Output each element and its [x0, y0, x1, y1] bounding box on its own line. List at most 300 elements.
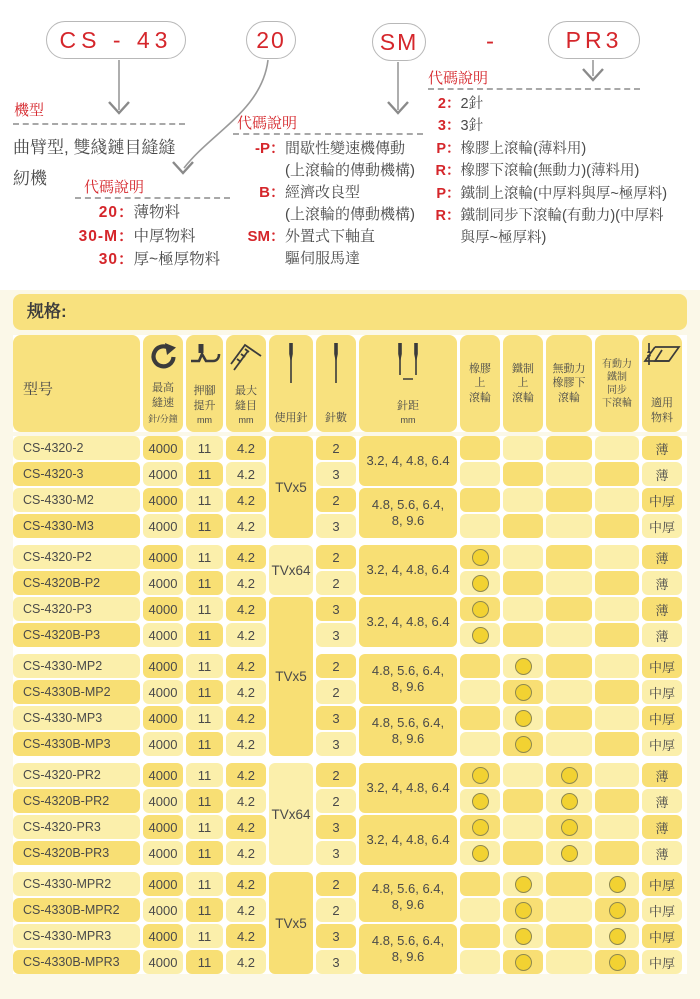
material-cell: 中厚: [642, 898, 682, 922]
max-stitch-cell: 4.2: [226, 462, 266, 486]
column-header-max_stitch: [226, 335, 266, 432]
material-cell: 薄: [642, 841, 682, 865]
max-speed-cell: 4000: [143, 462, 183, 486]
roller-cell-iron_bottom_roller: [595, 462, 639, 486]
roller-cell-rubber_bottom_roller: [546, 514, 592, 538]
roller-marker: [472, 767, 489, 784]
roller-cell-iron_bottom_roller: [595, 872, 639, 896]
code-list-item: [430, 160, 667, 182]
needle-count-cell: 3: [316, 732, 356, 756]
max-stitch-cell: 4.2: [226, 763, 266, 787]
needle-gauge-cell: 4.8, 5.6, 6.4, 8, 9.6: [359, 706, 457, 756]
needle-gauge-cell: 4.8, 5.6, 6.4, 8, 9.6: [359, 654, 457, 704]
needle-count-cell: 3: [316, 462, 356, 486]
foot-lift-cell: 11: [186, 789, 223, 813]
roller-cell-rubber_bottom_roller: [546, 841, 592, 865]
model-cell: CS-4320-3: [13, 462, 140, 486]
roller-cell-rubber_bottom_roller: [546, 815, 592, 839]
roller-cell-rubber_bottom_roller: [546, 924, 592, 948]
model-code-bubble-thickness: [246, 21, 296, 59]
roller-cell-iron_top_roller: [503, 571, 543, 595]
machine-type-line2: 紉機: [13, 169, 47, 188]
model-code-bubble-roller: [548, 21, 640, 59]
roller-cell-iron_bottom_roller: [595, 680, 639, 704]
roller-marker: [561, 767, 578, 784]
roller-cell-iron_bottom_roller: [595, 898, 639, 922]
max-stitch-cell: 4.2: [226, 872, 266, 896]
model-cell: CS-4320-PR2: [13, 763, 140, 787]
needle-count-cell: 2: [316, 545, 356, 569]
max-speed-cell: 4000: [143, 872, 183, 896]
code-description: 橡膠上滾輪(薄料用): [460, 140, 587, 157]
roller-cell-iron_top_roller: [503, 898, 543, 922]
material-cell: 薄: [642, 462, 682, 486]
code-description: 2針: [460, 96, 484, 112]
needle-count-cell: 2: [316, 898, 356, 922]
needle-count-cell: 3: [316, 597, 356, 621]
max-speed-cell: 4000: [143, 841, 183, 865]
code-list-item: [236, 138, 415, 160]
roller-cell-rubber_bottom_roller: [546, 462, 592, 486]
code-description: 中厚物料: [133, 227, 196, 245]
material-cell: 薄: [642, 763, 682, 787]
needle-count-cell: 2: [316, 436, 356, 460]
material-cell: 薄: [642, 571, 682, 595]
roller-marker: [609, 954, 626, 971]
needle-type-cell: TVx5: [269, 597, 313, 756]
roller-cell-iron_top_roller: [503, 841, 543, 865]
max-stitch-cell: 4.2: [226, 597, 266, 621]
needle-count-cell: 3: [316, 815, 356, 839]
foot-lift-cell: 11: [186, 763, 223, 787]
roller-marker: [515, 736, 532, 753]
roller-cell-rubber_top_roller: [460, 462, 500, 486]
needle-count-cell: 3: [316, 623, 356, 647]
foot-lift-cell: 11: [186, 571, 223, 595]
needle-count-cell: 2: [316, 488, 356, 512]
material-cell: 中厚: [642, 514, 682, 538]
code-colon: [446, 227, 461, 249]
roller-codes-heading: 代碼說明: [428, 70, 489, 87]
max-stitch-cell: 4.2: [226, 680, 266, 704]
foot-lift-cell: 11: [186, 732, 223, 756]
code-value: [236, 248, 270, 270]
roller-cell-iron_bottom_roller: [595, 706, 639, 730]
foot-lift-cell: 11: [186, 924, 223, 948]
spec-table-section: [0, 290, 700, 999]
material-cell: 中厚: [642, 680, 682, 704]
roller-cell-iron_bottom_roller: [595, 514, 639, 538]
column-header-rubber_bottom_roller: [546, 335, 592, 432]
roller-marker: [561, 819, 578, 836]
roller-cell-iron_bottom_roller: [595, 545, 639, 569]
roller-cell-rubber_bottom_roller: [546, 654, 592, 678]
roller-cell-rubber_bottom_roller: [546, 706, 592, 730]
bubble-label: CS - 43: [59, 27, 173, 53]
code-list-item: [430, 138, 667, 160]
code-colon: ：: [446, 140, 461, 157]
stitch-length-icon: [229, 342, 263, 374]
code-description: 鐵制同步下滾輪(有動力)(中厚料: [460, 208, 664, 225]
foot-lift-cell: 11: [186, 488, 223, 512]
max-speed-cell: 4000: [143, 488, 183, 512]
roller-marker: [472, 845, 489, 862]
model-cell: CS-4330-MPR3: [13, 924, 140, 948]
max-speed-cell: 4000: [143, 789, 183, 813]
code-list-item: [236, 182, 415, 204]
max-stitch-cell: 4.2: [226, 898, 266, 922]
roller-cell-iron_top_roller: [503, 597, 543, 621]
model-cell: CS-4330B-MPR3: [13, 950, 140, 974]
spec-table-body: [13, 436, 687, 974]
roller-cell-iron_top_roller: [503, 872, 543, 896]
roller-cell-rubber_top_roller: [460, 815, 500, 839]
foot-lift-cell: 11: [186, 436, 223, 460]
roller-marker: [472, 575, 489, 592]
column-header-material: [642, 335, 682, 432]
foot-lift-cell: 11: [186, 545, 223, 569]
needle-count-cell: 2: [316, 654, 356, 678]
column-label: 最大 縫目: [235, 385, 257, 412]
code-value: SM: [247, 228, 270, 245]
needle-count-cell: 3: [316, 841, 356, 865]
code-description: 鐵制上滾輪(中厚料與厚~極厚料): [460, 185, 668, 202]
material-cell: 薄: [642, 623, 682, 647]
spec-title-bar: [13, 294, 687, 330]
foot-lift-cell: 11: [186, 597, 223, 621]
column-label: 最高 縫速: [152, 382, 174, 409]
max-stitch-cell: 4.2: [226, 950, 266, 974]
needle-gauge-cell: 3.2, 4, 4.8, 6.4: [359, 545, 457, 595]
max-stitch-cell: 4.2: [226, 436, 266, 460]
code-list-item: [236, 204, 415, 226]
max-speed-cell: 4000: [143, 623, 183, 647]
needle-icon: [286, 342, 296, 384]
model-code-separator: -: [486, 28, 494, 55]
max-speed-cell: 4000: [143, 654, 183, 678]
code-colon: ：: [446, 185, 461, 202]
code-value: P: [436, 140, 446, 157]
max-stitch-cell: 4.2: [226, 789, 266, 813]
foot-lift-cell: 11: [186, 950, 223, 974]
roller-cell-iron_top_roller: [503, 545, 543, 569]
code-list-item: [52, 248, 220, 272]
roller-cell-rubber_top_roller: [460, 924, 500, 948]
column-unit: mm: [400, 415, 416, 425]
material-cell: 薄: [642, 597, 682, 621]
model-code-diagram: [0, 0, 700, 290]
model-cell: CS-4330-M2: [13, 488, 140, 512]
material-cell: 中厚: [642, 706, 682, 730]
max-stitch-cell: 4.2: [226, 571, 266, 595]
double-needle-icon: [395, 342, 421, 384]
code-value: 3: [437, 118, 446, 135]
needle-type-cell: TVx5: [269, 872, 313, 974]
roller-code-list: [430, 93, 667, 250]
code-list-item: [52, 225, 220, 249]
model-cell: CS-4320B-P2: [13, 571, 140, 595]
max-stitch-cell: 4.2: [226, 514, 266, 538]
roller-cell-rubber_top_roller: [460, 732, 500, 756]
roller-cell-rubber_top_roller: [460, 763, 500, 787]
foot-lift-cell: 11: [186, 623, 223, 647]
roller-marker: [472, 793, 489, 810]
code-description: 驅伺服馬達: [285, 250, 361, 267]
roller-cell-rubber_top_roller: [460, 436, 500, 460]
material-cell: 薄: [642, 436, 682, 460]
needle-gauge-cell: 3.2, 4, 4.8, 6.4: [359, 815, 457, 865]
roller-marker: [609, 928, 626, 945]
max-speed-cell: 4000: [143, 514, 183, 538]
needle-gauge-cell: 3.2, 4, 4.8, 6.4: [359, 763, 457, 813]
code-description: 3針: [460, 118, 484, 135]
model-cell: CS-4320B-P3: [13, 623, 140, 647]
column-label: 橡膠 上 滾輪: [469, 363, 491, 404]
needle-gauge-cell: 3.2, 4, 4.8, 6.4: [359, 436, 457, 486]
dashed-divider: [75, 197, 230, 199]
model-cell: CS-4330-MPR2: [13, 872, 140, 896]
column-label: 押腳 提升: [193, 385, 216, 412]
max-speed-cell: 4000: [143, 706, 183, 730]
roller-marker: [515, 684, 532, 701]
roller-cell-rubber_top_roller: [460, 789, 500, 813]
foot-lift-cell: 11: [186, 841, 223, 865]
needle-type-cell: TVx64: [269, 763, 313, 865]
code-value: 30-M: [78, 227, 118, 245]
column-label: 針距: [397, 399, 419, 412]
roller-cell-rubber_top_roller: [460, 654, 500, 678]
roller-cell-iron_top_roller: [503, 514, 543, 538]
code-value: -P: [255, 140, 270, 157]
roller-cell-iron_top_roller: [503, 789, 543, 813]
roller-cell-iron_top_roller: [503, 488, 543, 512]
code-colon: ：: [270, 184, 286, 201]
material-cell: 中厚: [642, 872, 682, 896]
code-colon: ：: [446, 208, 461, 225]
code-list-item: [236, 160, 415, 182]
max-stitch-cell: 4.2: [226, 488, 266, 512]
roller-cell-iron_bottom_roller: [595, 654, 639, 678]
roller-cell-rubber_top_roller: [460, 898, 500, 922]
needle-type-cell: TVx64: [269, 545, 313, 595]
code-value: 2: [437, 96, 446, 112]
roller-cell-iron_top_roller: [503, 680, 543, 704]
code-colon: ：: [270, 140, 286, 157]
roller-cell-iron_bottom_roller: [595, 815, 639, 839]
drive-codes-heading: 代碼說明: [237, 115, 298, 132]
material-cell: 中厚: [642, 654, 682, 678]
roller-cell-rubber_bottom_roller: [546, 898, 592, 922]
needle-gauge-cell: 4.8, 5.6, 6.4, 8, 9.6: [359, 488, 457, 538]
roller-cell-iron_bottom_roller: [595, 841, 639, 865]
max-speed-cell: 4000: [143, 763, 183, 787]
code-colon: ：: [446, 163, 461, 180]
material-cell: 中厚: [642, 924, 682, 948]
max-speed-cell: 4000: [143, 732, 183, 756]
code-list-item: [236, 226, 415, 248]
max-speed-cell: 4000: [143, 680, 183, 704]
roller-cell-rubber_bottom_roller: [546, 488, 592, 512]
code-description: 薄物料: [133, 204, 181, 221]
max-speed-cell: 4000: [143, 436, 183, 460]
code-value: B: [259, 184, 270, 201]
roller-cell-rubber_top_roller: [460, 514, 500, 538]
model-cell: CS-4320-PR3: [13, 815, 140, 839]
roller-cell-iron_bottom_roller: [595, 436, 639, 460]
roller-cell-rubber_bottom_roller: [546, 436, 592, 460]
model-cell: CS-4330-MP2: [13, 654, 140, 678]
max-stitch-cell: 4.2: [226, 545, 266, 569]
spec-table-header: [13, 335, 687, 432]
column-unit: 針/分鐘: [148, 414, 178, 424]
roller-cell-rubber_top_roller: [460, 706, 500, 730]
column-label: 有動力 鐵制 同步 下滾輪: [602, 358, 632, 409]
spec-title: 规格:: [27, 302, 67, 321]
roller-cell-iron_top_roller: [503, 623, 543, 647]
column-header-foot_lift: [186, 335, 223, 432]
code-colon: [270, 248, 285, 270]
roller-cell-rubber_bottom_roller: [546, 545, 592, 569]
column-label: 使用針: [274, 411, 308, 424]
roller-cell-rubber_bottom_roller: [546, 571, 592, 595]
code-description: 間歇性變速機傳動: [285, 140, 406, 157]
machine-type-heading: 機型: [14, 102, 45, 119]
roller-marker: [515, 954, 532, 971]
drive-code-list: [236, 138, 415, 270]
material-cell: 薄: [642, 545, 682, 569]
max-stitch-cell: 4.2: [226, 924, 266, 948]
foot-lift-cell: 11: [186, 680, 223, 704]
column-label: 無動力 橡膠下 滾輪: [552, 363, 586, 404]
roller-cell-rubber_top_roller: [460, 571, 500, 595]
roller-marker: [561, 793, 578, 810]
column-header-iron_top_roller: [503, 335, 543, 432]
roller-cell-rubber_top_roller: [460, 872, 500, 896]
needle-count-cell: 2: [316, 680, 356, 704]
bubble-label: PR3: [565, 27, 623, 53]
roller-cell-rubber_bottom_roller: [546, 950, 592, 974]
roller-cell-rubber_top_roller: [460, 950, 500, 974]
roller-cell-rubber_top_roller: [460, 488, 500, 512]
machine-type-line1: 曲臂型, 雙綫鏈目縫縫: [13, 138, 176, 157]
max-speed-cell: 4000: [143, 545, 183, 569]
foot-lift-cell: 11: [186, 815, 223, 839]
max-speed-cell: 4000: [143, 815, 183, 839]
code-value: R: [435, 208, 446, 225]
model-cell: CS-4330-MP3: [13, 706, 140, 730]
needle-type-cell: TVx5: [269, 436, 313, 538]
roller-cell-iron_top_roller: [503, 436, 543, 460]
foot-lift-cell: 11: [186, 514, 223, 538]
roller-marker: [515, 658, 532, 675]
material-cell: 中厚: [642, 732, 682, 756]
code-value: 30: [98, 251, 118, 268]
needle-gauge-cell: 3.2, 4, 4.8, 6.4: [359, 597, 457, 647]
roller-marker: [515, 902, 532, 919]
roller-cell-rubber_top_roller: [460, 597, 500, 621]
code-colon: [270, 160, 285, 182]
model-code-bubble-drive: [372, 23, 426, 61]
foot-lift-cell: 11: [186, 654, 223, 678]
material-cell: 中厚: [642, 950, 682, 974]
column-label: 針數: [325, 411, 347, 424]
roller-marker: [515, 928, 532, 945]
needle-count-cell: 3: [316, 924, 356, 948]
needle-count-cell: 2: [316, 872, 356, 896]
material-cell: 薄: [642, 815, 682, 839]
thickness-code-list: [52, 201, 220, 272]
code-description: (上滾輪的傳動機構): [285, 206, 416, 223]
column-label: 型号: [23, 380, 54, 398]
foot-lift-cell: 11: [186, 898, 223, 922]
code-description: 厚~極厚物料: [133, 251, 221, 268]
roller-cell-rubber_bottom_roller: [546, 763, 592, 787]
code-list-item: [236, 248, 415, 270]
material-cell: 中厚: [642, 488, 682, 512]
code-value: P: [436, 185, 446, 202]
code-description: 橡膠下滾輪(無動力)(薄料用): [460, 163, 640, 180]
presser-foot-icon: [189, 342, 221, 372]
foot-lift-cell: 11: [186, 706, 223, 730]
rotation-icon: [148, 342, 178, 372]
roller-cell-rubber_bottom_roller: [546, 872, 592, 896]
roller-cell-rubber_bottom_roller: [546, 732, 592, 756]
max-speed-cell: 4000: [143, 898, 183, 922]
roller-cell-rubber_bottom_roller: [546, 680, 592, 704]
code-description: 外置式下軸直: [285, 228, 376, 245]
roller-marker: [472, 601, 489, 618]
bubble-label: SM: [379, 29, 419, 55]
column-header-model: [13, 335, 140, 432]
roller-cell-rubber_top_roller: [460, 545, 500, 569]
roller-cell-iron_top_roller: [503, 950, 543, 974]
column-unit: mm: [197, 415, 212, 425]
roller-cell-rubber_top_roller: [460, 623, 500, 647]
code-colon: ：: [118, 204, 134, 221]
bubble-label: 20: [256, 27, 286, 53]
roller-cell-iron_bottom_roller: [595, 623, 639, 647]
model-cell: CS-4320B-PR3: [13, 841, 140, 865]
column-header-rubber_top_roller: [460, 335, 500, 432]
model-code-bubble-series: [46, 21, 186, 59]
roller-cell-iron_top_roller: [503, 924, 543, 948]
code-colon: [270, 204, 285, 226]
column-header-iron_bottom_roller: [595, 335, 639, 432]
max-stitch-cell: 4.2: [226, 841, 266, 865]
roller-cell-iron_bottom_roller: [595, 571, 639, 595]
code-description: 與厚~極厚料): [460, 230, 547, 247]
code-value: 20: [98, 204, 118, 221]
column-header-needle_type: [269, 335, 313, 432]
roller-marker: [472, 627, 489, 644]
code-colon: ：: [446, 118, 461, 135]
max-stitch-cell: 4.2: [226, 623, 266, 647]
column-header-max_speed: [143, 335, 183, 432]
roller-cell-iron_top_roller: [503, 706, 543, 730]
roller-cell-iron_top_roller: [503, 815, 543, 839]
needle-count-cell: 2: [316, 571, 356, 595]
roller-cell-rubber_top_roller: [460, 841, 500, 865]
roller-marker: [515, 876, 532, 893]
model-cell: CS-4330B-MPR2: [13, 898, 140, 922]
roller-cell-iron_bottom_roller: [595, 950, 639, 974]
roller-cell-rubber_bottom_roller: [546, 623, 592, 647]
foot-lift-cell: 11: [186, 462, 223, 486]
needle-gauge-cell: 4.8, 5.6, 6.4, 8, 9.6: [359, 924, 457, 974]
roller-cell-iron_top_roller: [503, 654, 543, 678]
code-colon: ：: [118, 251, 134, 268]
model-cell: CS-4320-P3: [13, 597, 140, 621]
